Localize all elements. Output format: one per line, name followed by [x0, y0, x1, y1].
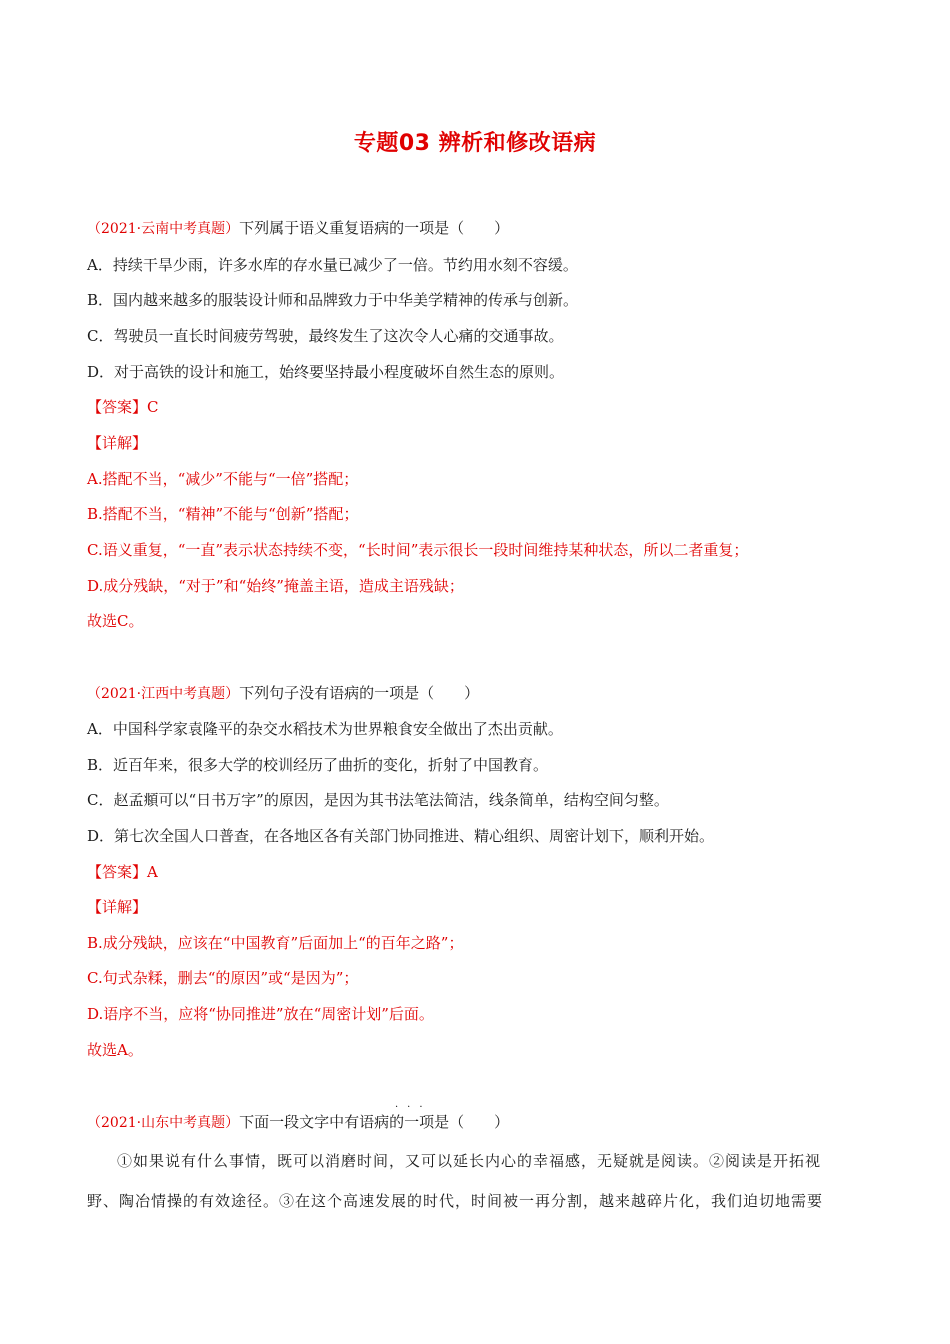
question-3-passage-line-1: ①如果说有什么事情，既可以消磨时间，又可以延长内心的幸福感，无疑就是阅读。②阅读是开拓视: [117, 1152, 822, 1170]
question-2-option-d: D．第七次全国人口普查，在各地区各有关部门协同推进、精心组织、周密计划下，顺利开始。: [87, 827, 715, 845]
question-3-source: （2021·山东中考真题）: [87, 1115, 240, 1131]
question-1-source: （2021·云南中考真题）: [87, 221, 240, 237]
question-1-detail-c: C.语义重复，“一直”表示状态持续不变，“长时间”表示很长一段时间维持某种状态，所以二者重复；: [87, 541, 749, 559]
question-1-detail-a: A.搭配不当，“减少”不能与“一倍”搭配；: [87, 470, 359, 488]
question-2-option-a: A．中国科学家袁隆平的杂交水稻技术为世界粮食安全做出了杰出贡献。: [87, 720, 563, 738]
question-3-stem: 下面一段文字中有语病的一项是（ ）: [239, 1113, 510, 1131]
question-3-header: [87, 1112, 509, 1133]
question-1-header: [87, 218, 509, 239]
question-3-passage-line-2: 野、陶冶情操的有效途径。③在这个高速发展的时代，时间被一再分割，越来越碎片化，我们迫切地需要: [87, 1192, 824, 1210]
question-2-detail-d: D.语序不当，应将“协同推进”放在“周密计划”后面。: [87, 1005, 434, 1023]
page-title: 专题03 辨析和修改语病: [353, 131, 597, 156]
emphasis-dots: ···: [395, 1102, 432, 1113]
question-1-option-c: C．驾驶员一直长时间疲劳驾驶，最终发生了这次令人心痛的交通事故。: [87, 327, 564, 345]
question-2-detail-c: C.句式杂糅，删去“的原因”或“是因为”；: [87, 969, 359, 987]
question-1-answer: 【答案】C: [87, 398, 159, 416]
question-1-stem: 下列属于语义重复语病的一项是（ ）: [239, 219, 510, 237]
question-1-option-d: D．对于高铁的设计和施工，始终要坚持最小程度破坏自然生态的原则。: [87, 363, 565, 381]
question-2-conclusion: 故选A。: [87, 1041, 143, 1059]
question-1-detail-b: B.搭配不当，“精神”不能与“创新”搭配；: [87, 505, 359, 523]
question-1-option-b: B．国内越来越多的服装设计师和品牌致力于中华美学精神的传承与创新。: [87, 291, 579, 309]
question-2-option-c: C．赵孟頫可以“日书万字”的原因，是因为其书法笔法简洁，线条简单，结构空间匀整。: [87, 791, 669, 809]
question-2-answer: 【答案】A: [87, 863, 158, 881]
question-1-detail-d: D.成分残缺，“对于”和“始终”掩盖主语，造成主语残缺；: [87, 577, 464, 595]
question-2-header: [87, 683, 479, 704]
question-2-option-b: B．近百年来，很多大学的校训经历了曲折的变化，折射了中国教育。: [87, 756, 549, 774]
question-2-detail-label: 【详解】: [87, 898, 148, 916]
question-2-stem: 下列句子没有语病的一项是（ ）: [239, 684, 480, 702]
question-1-option-a: A．持续干旱少雨，许多水库的存水量已减少了一倍。节约用水刻不容缓。: [87, 256, 578, 274]
question-1-conclusion: 故选C。: [87, 612, 144, 630]
question-2-source: （2021·江西中考真题）: [87, 686, 240, 702]
question-1-detail-label: 【详解】: [87, 434, 148, 452]
question-2-detail-b: B.成分残缺，应该在“中国教育”后面加上“的百年之路”；: [87, 934, 464, 952]
